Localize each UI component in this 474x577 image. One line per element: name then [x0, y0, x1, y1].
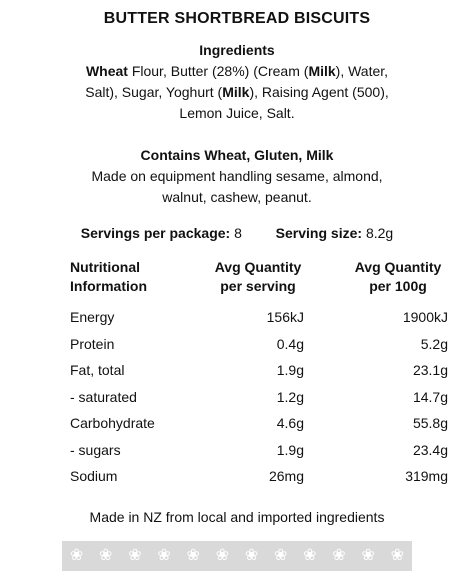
- flower-icon: ❀: [244, 547, 259, 564]
- ingredients-line-1: [30, 61, 444, 82]
- per-100g-value: 319mg: [405, 468, 448, 485]
- header-nutritional-information: Nutritional Information: [70, 259, 147, 294]
- ingredients-text: ), Water,: [335, 63, 389, 79]
- servings-per-package-value: 8: [234, 225, 242, 241]
- table-row: [70, 357, 474, 384]
- nutrient-name: - sugars: [70, 441, 121, 458]
- per-100g-value: 5.2g: [420, 335, 448, 352]
- ingredients-text: ), Raising Agent (500),: [249, 84, 389, 100]
- nutrient-name: Fat, total: [70, 362, 125, 379]
- table-row: [70, 437, 474, 464]
- allergen-milk: Milk: [308, 63, 336, 79]
- table-row: [70, 331, 474, 358]
- contains-statement: Contains Wheat, Gluten, Milk: [140, 147, 334, 163]
- table-header-row: [70, 258, 474, 304]
- nutrition-table: [70, 258, 474, 490]
- ingredients-heading: Ingredients: [199, 42, 275, 58]
- ingredients-block: [30, 40, 444, 124]
- flower-icon: ❀: [186, 547, 200, 564]
- product-title: BUTTER SHORTBREAD BISCUITS: [103, 10, 371, 27]
- table-row: [70, 410, 474, 437]
- serving-size-value: 8.2g: [365, 225, 394, 241]
- flower-icon: ❀: [273, 547, 288, 564]
- ingredients-line-3: Lemon Juice, Salt.: [179, 105, 295, 121]
- nutrient-name: Protein: [70, 335, 115, 352]
- nutrient-name: Energy: [70, 309, 115, 326]
- flower-icon: ❀: [303, 547, 317, 564]
- equipment-line-2: walnut, cashew, peanut.: [162, 189, 312, 205]
- nutrient-name: - saturated: [70, 388, 137, 405]
- per-serving-value: 1.9g: [276, 441, 304, 458]
- per-100g-value: 14.7g: [412, 388, 448, 405]
- allergen-block: [30, 145, 444, 208]
- flower-icon: ❀: [128, 547, 142, 564]
- nutrient-name: Carbohydrate: [70, 415, 155, 432]
- per-serving-value: 26mg: [268, 468, 304, 485]
- decorative-strip: [62, 541, 412, 571]
- servings-line: [0, 225, 474, 241]
- table-row: [70, 463, 474, 490]
- flower-icon: ❀: [332, 547, 346, 564]
- header-per-100g: Avg Quantity per 100g: [354, 259, 442, 294]
- servings-per-package-label: Servings per package:: [80, 225, 231, 241]
- table-row: [70, 384, 474, 411]
- table-row: [70, 304, 474, 331]
- allergen-milk: Milk: [222, 84, 250, 100]
- per-100g-value: 55.8g: [412, 415, 448, 432]
- per-serving-value: 156kJ: [266, 309, 304, 326]
- header-per-serving: Avg Quantity per serving: [214, 259, 302, 294]
- flower-icon: ❀: [390, 547, 404, 564]
- ingredients-text: Flour, Butter (28%) (Cream (: [127, 63, 309, 79]
- serving-size-label: Serving size:: [275, 225, 363, 241]
- per-serving-value: 1.9g: [276, 362, 304, 379]
- per-100g-value: 23.4g: [412, 441, 448, 458]
- per-100g-value: 23.1g: [412, 362, 448, 379]
- flower-icon: ❀: [215, 547, 230, 564]
- flower-icon: ❀: [157, 547, 171, 564]
- nutrient-name: Sodium: [70, 468, 118, 485]
- per-serving-value: 0.4g: [276, 335, 304, 352]
- per-serving-value: 1.2g: [276, 388, 304, 405]
- ingredients-line-2: [30, 82, 444, 103]
- ingredients-text: Salt), Sugar, Yoghurt (: [85, 84, 223, 100]
- per-100g-value: 1900kJ: [402, 309, 448, 326]
- origin-statement: Made in NZ from local and imported ingredients: [89, 509, 385, 525]
- equipment-line-1: Made on equipment handling sesame, almond,: [91, 168, 383, 184]
- flower-icon: ❀: [99, 547, 113, 564]
- flower-icon: ❀: [361, 547, 375, 564]
- per-serving-value: 4.6g: [276, 415, 304, 432]
- allergen-wheat: Wheat: [85, 63, 128, 79]
- flower-icon: ❀: [69, 547, 84, 564]
